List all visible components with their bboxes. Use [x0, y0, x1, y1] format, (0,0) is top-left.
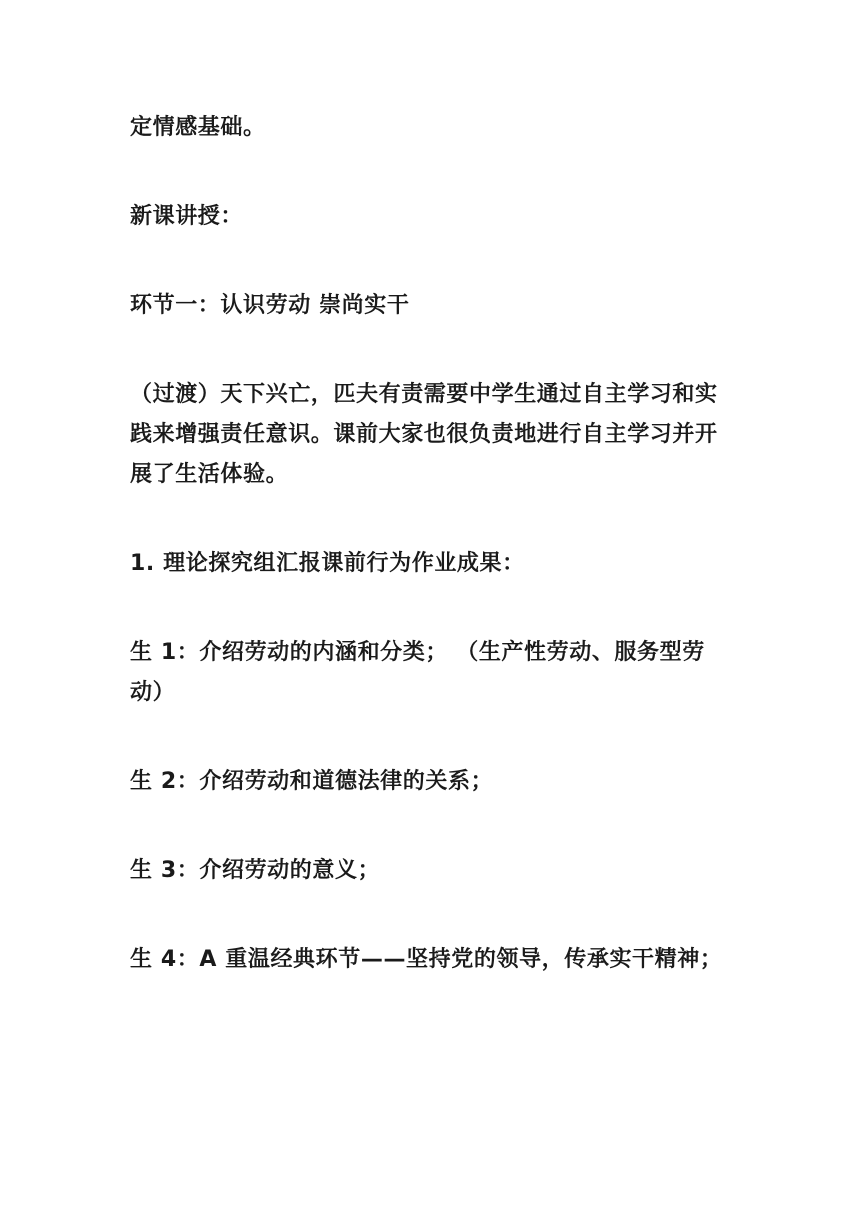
- paragraph-student-1: 生 1：介绍劳动的内涵和分类； （生产性劳动、服务型劳动）: [130, 640, 705, 705]
- paragraph-student-3: 生 3：介绍劳动的意义；: [130, 858, 381, 883]
- paragraph-student-2: 生 2：介绍劳动和道德法律的关系；: [130, 769, 494, 794]
- paragraph-student-4: 生 4：A 重温经典环节——坚持党的领导，传承实干精神；: [130, 947, 723, 972]
- paragraph-section-one-heading: 环节一：认识劳动 崇尚实干: [130, 293, 410, 318]
- paragraph-closing-line: 定情感基础。: [130, 115, 266, 140]
- paragraph-item-1-heading: 1. 理论探究组汇报课前行为作业成果：: [130, 551, 525, 576]
- paragraph-transition: （过渡）天下兴亡，匹夫有责需要中学生通过自主学习和实践来增强责任意识。课前大家也很负责地进行自主学习并开展了生活体验。: [130, 382, 718, 487]
- document-body: [130, 108, 734, 980]
- paragraph-new-lesson-heading: 新课讲授：: [130, 204, 244, 229]
